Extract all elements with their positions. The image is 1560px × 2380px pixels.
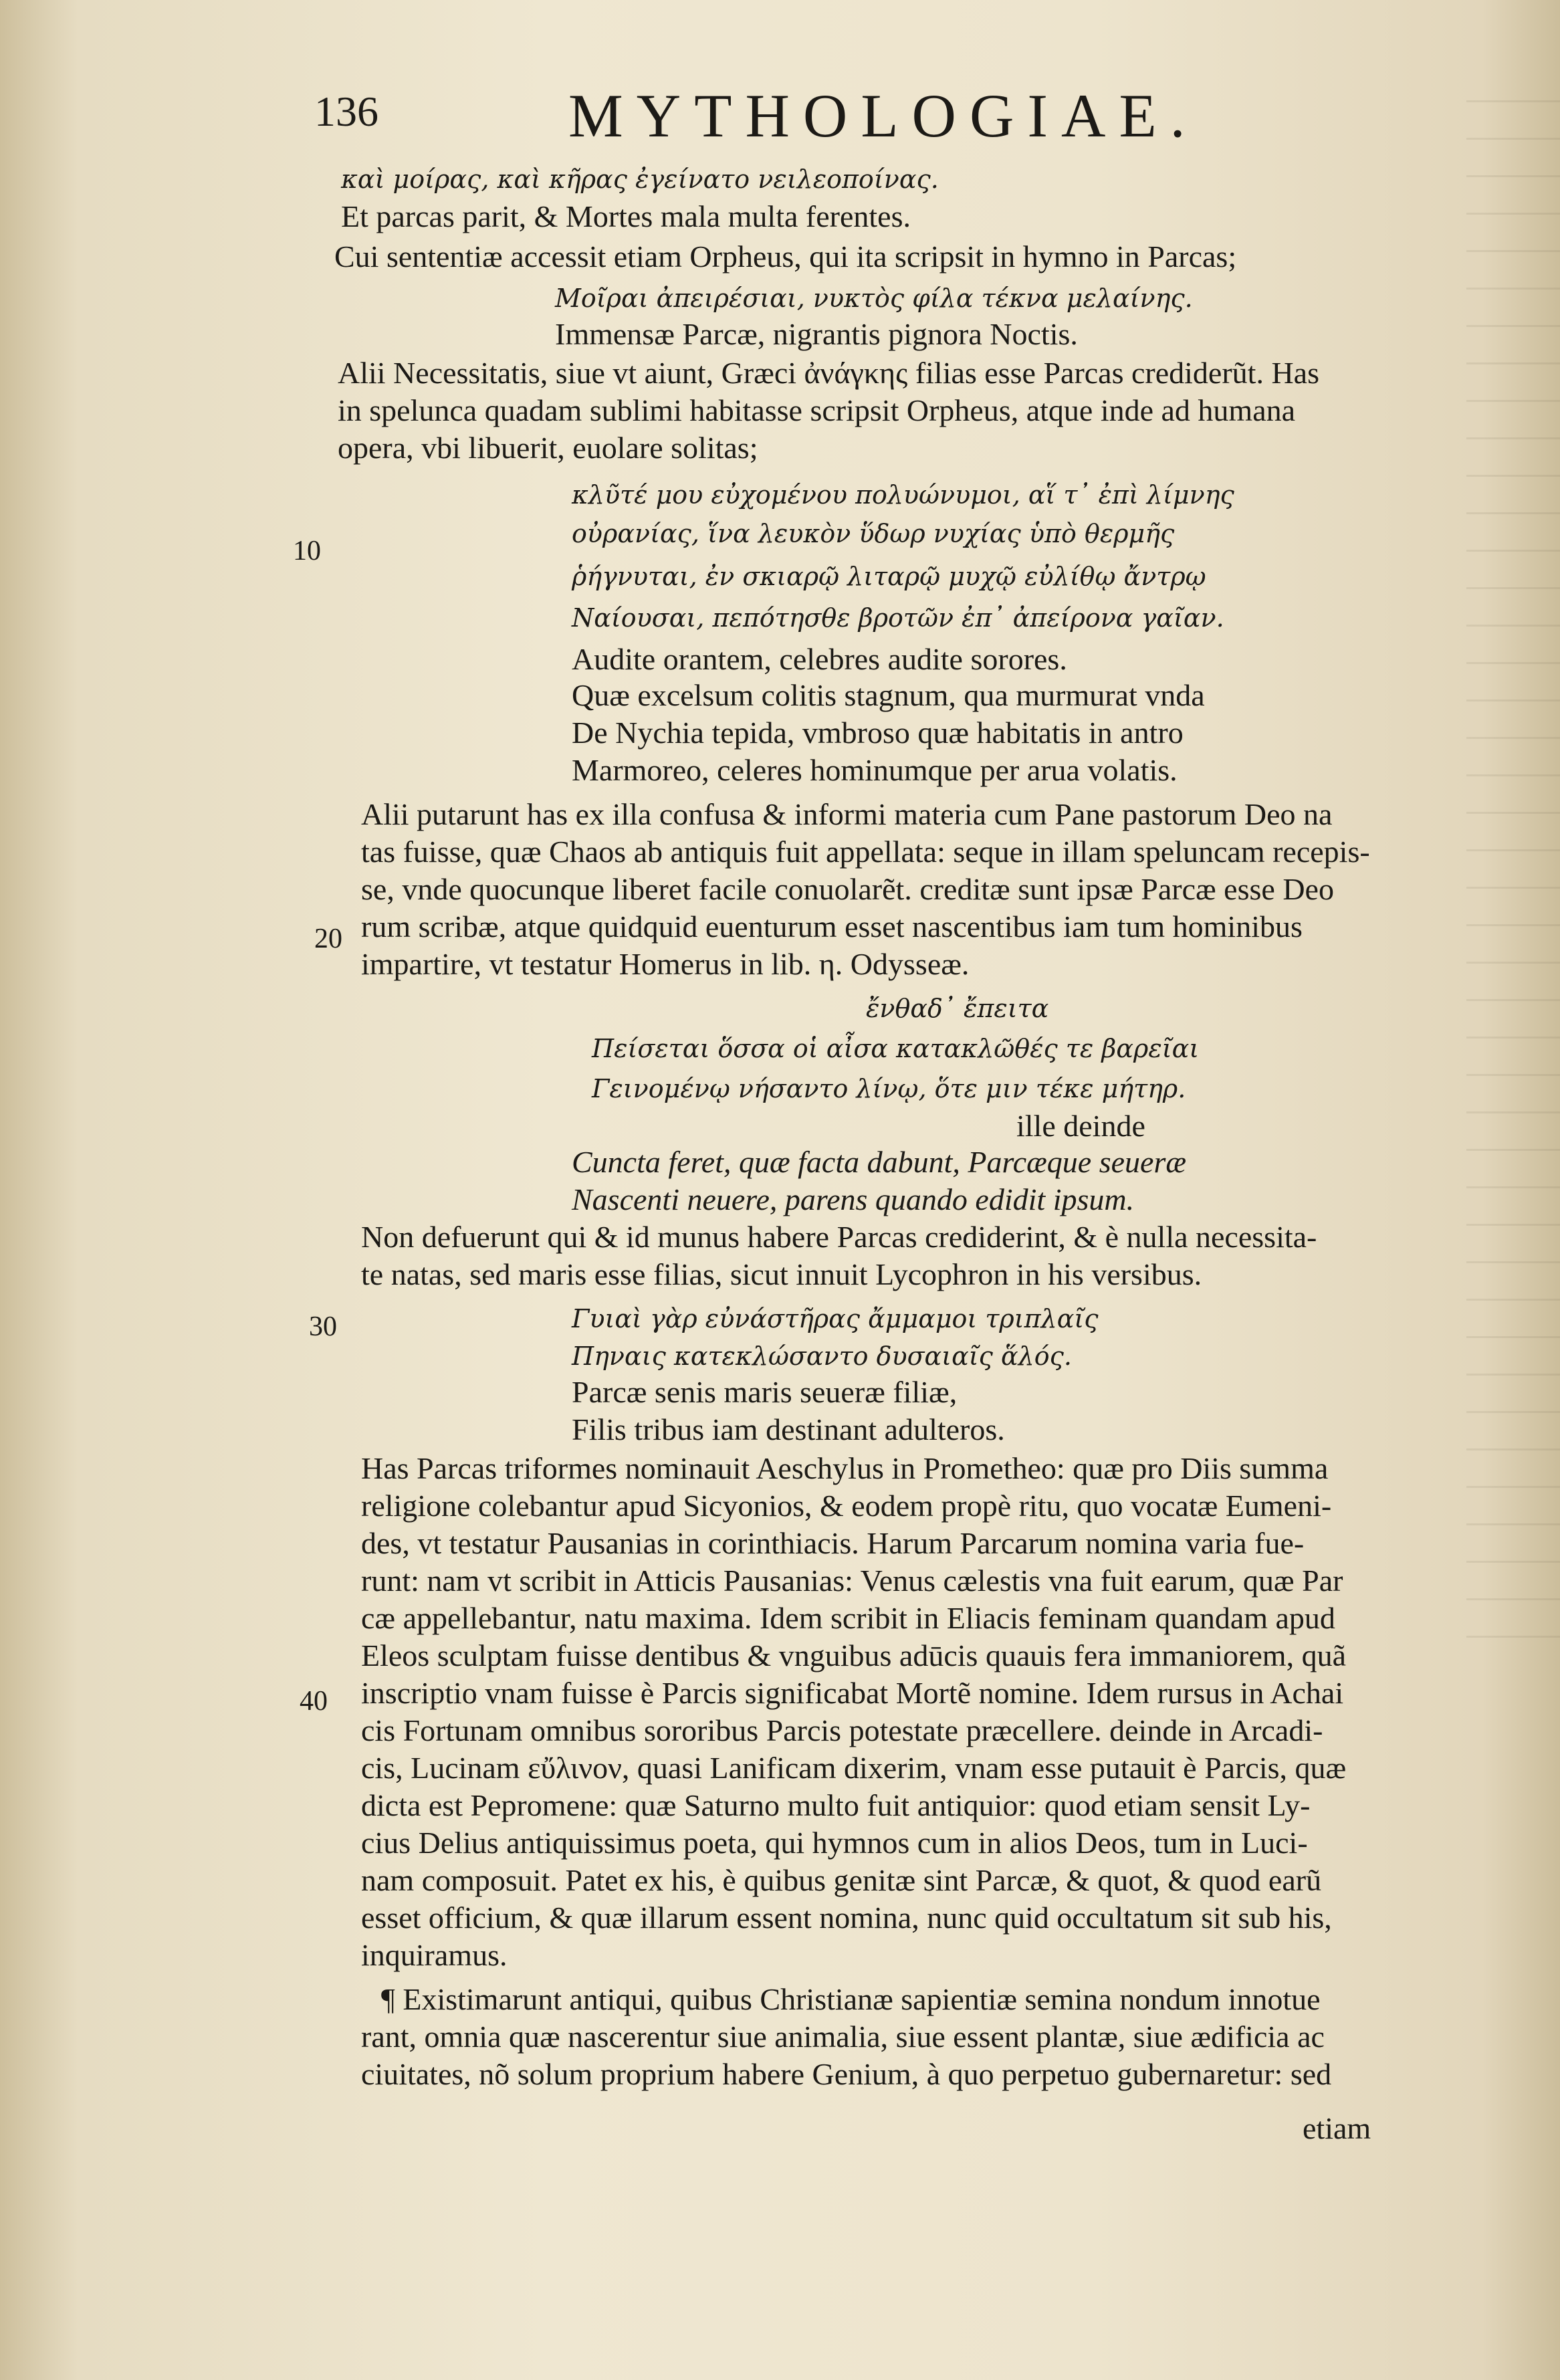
text-line: Has Parcas triformes nominauit Aeschylus in Prometheo: quæ pro Diis summa (361, 1451, 1329, 1485)
text-line: inscriptio vnam fuisse è Parcis significabat Mortẽ nomine. Idem rursus in Achai (361, 1676, 1344, 1710)
text-line: Cuncta feret, quæ facta dabunt, Parcæque seueræ (572, 1145, 1187, 1179)
text-line: κλῦτέ μου εὐχομένου πολυώνυμοι, αἵ τ᾽ ἐπὶ λίμνης (572, 480, 1234, 510)
text-line: des, vt testatur Pausanias in corinthiacis. Harum Parcarum nomina varia fue- (361, 1526, 1305, 1560)
text-line: tas fuisse, quæ Chaos ab antiquis fuit appellata: seque in illam speluncam recepis- (361, 835, 1370, 869)
catchword: etiam (1303, 2111, 1371, 2145)
margin-line-number: 30 (309, 1311, 337, 1342)
text-line: Γυιαὶ γὰρ εὐνάστῆρας ἄμμαμοι τριπλαῖς (572, 1304, 1099, 1333)
running-head (314, 80, 1484, 154)
text-line: Parcæ senis maris seueræ filiæ, (572, 1375, 958, 1409)
text-line: Filis tribus iam destinant adulteros. (572, 1412, 1005, 1446)
text-line: Nascenti neuere, parens quando edidit ipsum. (572, 1182, 1135, 1216)
running-title: MYTHOLOGIAE. (568, 82, 1199, 150)
text-line: De Nychia tepida, vmbroso quæ habitatis in antro (572, 716, 1184, 750)
text-line: impartire, vt testatur Homerus in lib. η. Odysseæ. (361, 947, 970, 981)
text-line: ἔνθαδ᾽ ἔπειτα (866, 994, 1049, 1023)
text-line: cius Delius antiquissimus poeta, qui hymnos cum in alios Deos, tum in Luci- (361, 1826, 1308, 1860)
text-line: cæ appellebantur, natu maxima. Idem scribit in Eliacis feminam quandam apud (361, 1601, 1335, 1635)
text-line: cis Fortunam omnibus sororibus Parcis potestate præcellere. deinde in Arcadi- (361, 1713, 1323, 1747)
text-line: se, vnde quocunque liberet facile conuolarẽt. creditæ sunt ipsæ Parcæ esse Deo (361, 872, 1334, 906)
text-line: dicta est Pepromene: quæ Saturno multo fuit antiquior: quod etiam sensit Ly- (361, 1788, 1311, 1822)
text-line: Cui sententiæ accessit etiam Orpheus, qui ita scripsit in hymno in Parcas; (334, 239, 1237, 274)
text-line: Πηναις κατεκλώσαντο δυσαιαῖς ἅλός. (572, 1341, 1072, 1371)
text-line: Μοῖραι ἀπειρέσιαι, νυκτὸς φίλα τέκνα μελαίνης. (555, 284, 1193, 313)
text-line: ille deinde (1016, 1109, 1145, 1143)
page-number: 136 (314, 88, 378, 135)
text-line: Eleos sculptam fuisse dentibus & vnguibus adūcis quauis fera immaniorem, quã (361, 1638, 1346, 1672)
text-line: Πείσεται ὅσσα οἱ αἶσα κατακλῶθές τε βαρεῖαι (592, 1034, 1200, 1063)
text-line: esset officium, & quæ illarum essent nomina, nunc quid occultatum sit sub his, (361, 1901, 1332, 1935)
text-line: καὶ μοίρας, καὶ κῆρας ἐγείνατο νειλεοποίνας. (341, 165, 939, 194)
text-line: cis, Lucinam εὔλινον, quasi Lanificam dixerim, vnam esse putauit è Parcis, quæ (361, 1751, 1347, 1785)
text-line: Immensæ Parcæ, nigrantis pignora Noctis. (555, 317, 1078, 351)
text-line: ¶ Existimarunt antiqui, quibus Christianæ sapientiæ semina nondum innotue (381, 1982, 1321, 2016)
text-line: Ναίουσαι, πεπότησθε βροτῶν ἐπ᾽ ἀπείρονα γαῖαν. (572, 603, 1224, 633)
text-line: rum scribæ, atque quidquid euenturum esset nascentibus iam tum hominibus (361, 909, 1303, 944)
text-line: Audite orantem, celebres audite sorores. (572, 642, 1067, 676)
text-line: Alii putarunt has ex illa confusa & informi materia cum Pane pastorum Deo na (361, 797, 1333, 831)
text-line: inquiramus. (361, 1938, 508, 1972)
text-line: Marmoreo, celeres hominumque per arua volatis. (572, 753, 1178, 787)
text-line: religione colebantur apud Sicyonios, & eodem propè ritu, quo vocatæ Eumeni- (361, 1489, 1332, 1523)
text-line: ciuitates, nõ solum proprium habere Genium, à quo perpetuo gubernaretur: sed (361, 2057, 1332, 2091)
text-line: Alii Necessitatis, siue vt aiunt, Græci ἀνάγκης filias esse Parcas crediderũt. Has (338, 356, 1319, 390)
margin-line-number: 10 (293, 536, 321, 566)
text-line: rant, omnia quæ nascerentur siue animalia, siue essent plantæ, siue ædificia ac (361, 2020, 1325, 2054)
text-line: te natas, sed maris esse filias, sicut innuit Lycophron in his versibus. (361, 1257, 1202, 1291)
text-line: Γεινομένῳ νήσαντο λίνῳ, ὅτε μιν τέκε μήτηρ. (592, 1074, 1186, 1103)
text-line: οὐρανίας, ἵνα λευκὸν ὕδωρ νυχίας ὑπὸ θερμῆς (572, 519, 1175, 548)
text-line: nam composuit. Patet ex his, è quibus genitæ sint Parcæ, & quot, & quod earũ (361, 1863, 1322, 1897)
text-line: Quæ excelsum colitis stagnum, qua murmurat vnda (572, 678, 1205, 712)
text-line: opera, vbi libuerit, euolare solitas; (338, 431, 758, 465)
margin-line-number: 40 (300, 1686, 328, 1717)
text-line: Non defuerunt qui & id munus habere Parcas crediderint, & è nulla necessita- (361, 1220, 1317, 1254)
facing-page-bleed-through (1466, 100, 1560, 1638)
text-line: runt: nam vt scribit in Atticis Pausanias: Venus cælestis vna fuit earum, quæ Par (361, 1563, 1343, 1598)
text-line: ῥήγνυται, ἐν σκιαρῷ λιταρῷ μυχῷ εὐλίθῳ ἄντρῳ (572, 562, 1206, 591)
text-line: in spelunca quadam sublimi habitasse scripsit Orpheus, atque inde ad humana (338, 393, 1296, 427)
text-line: Et parcas parit, & Mortes mala multa ferentes. (341, 199, 911, 233)
margin-line-number: 20 (314, 924, 342, 954)
